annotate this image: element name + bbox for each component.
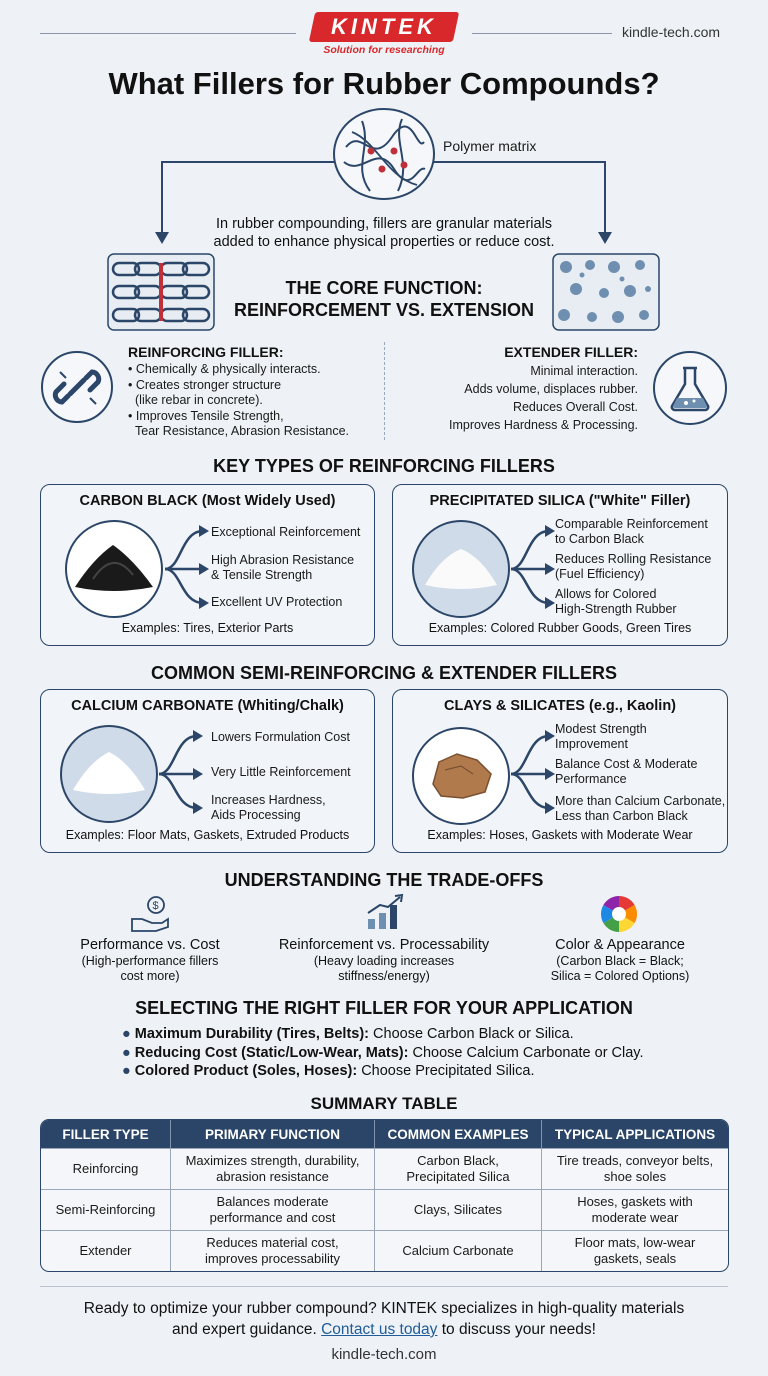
silica-powder-icon bbox=[411, 519, 511, 619]
extender-b2: Adds volume, displaces rubber. bbox=[464, 382, 638, 396]
page-title: What Fillers for Rubber Compounds? bbox=[108, 66, 660, 101]
silica-b1: Comparable Reinforcement bbox=[555, 517, 708, 531]
extender-b3: Reduces Overall Cost. bbox=[512, 400, 638, 414]
clays-b3b: Less than Carbon Black bbox=[555, 809, 688, 823]
select-item-1: ● Maximum Durability (Tires, Belts): Choose Carbon Black or Silica. bbox=[122, 1026, 574, 1042]
col-header: FILLER TYPE bbox=[41, 1120, 171, 1148]
key-types-heading: KEY TYPES OF REINFORCING FILLERS bbox=[213, 456, 555, 476]
reinforcing-b2: • Creates stronger structure bbox=[128, 377, 282, 392]
table-row: Extender Reduces material cost, improves processability Calcium Carbonate Floor mats, low-wear gaskets, seals bbox=[41, 1230, 728, 1271]
clays-card bbox=[392, 689, 728, 853]
clays-b3: More than Calcium Carbonate, bbox=[555, 794, 726, 808]
silica-arrows bbox=[507, 519, 557, 619]
clay-rock-icon bbox=[411, 726, 511, 826]
calcium-carbonate-card bbox=[40, 689, 375, 853]
silica-title: PRECIPITATED SILICA ("White" Filler) bbox=[429, 493, 691, 509]
summary-table bbox=[40, 1119, 729, 1272]
col-header: COMMON EXAMPLES bbox=[375, 1120, 542, 1148]
clays-arrows bbox=[507, 724, 557, 824]
bar-chart-icon bbox=[364, 893, 406, 933]
extender-b1: Minimal interaction. bbox=[530, 364, 638, 378]
select-heading: SELECTING THE RIGHT FILLER FOR YOUR APPLICATION bbox=[135, 998, 633, 1018]
clays-title: CLAYS & SILICATES (e.g., Kaolin) bbox=[443, 698, 677, 714]
kintek-logo: KINTEK bbox=[309, 12, 459, 42]
silica-b3: Allows for Colored bbox=[555, 587, 657, 601]
contact-link[interactable]: Contact us today bbox=[321, 1321, 438, 1338]
table-header-row bbox=[41, 1120, 728, 1148]
carbon-black-powder-icon bbox=[63, 519, 165, 619]
svg-text:$: $ bbox=[152, 900, 159, 912]
calcium-b1: Lowers Formulation Cost bbox=[211, 730, 350, 744]
divider bbox=[384, 342, 385, 440]
tradeoff-reinforcement-processability: Reinforcement vs. Processability (Heavy loading increases stiffness/energy) bbox=[278, 937, 490, 983]
clays-examples: Examples: Hoses, Gaskets with Moderate Wear bbox=[427, 828, 693, 842]
calcium-b2: Very Little Reinforcement bbox=[211, 765, 351, 779]
carbon-arrows bbox=[161, 519, 211, 619]
carbon-examples: Examples: Tires, Exterior Parts bbox=[121, 621, 294, 635]
extender-title: EXTENDER FILLER: bbox=[504, 344, 638, 360]
broken-link-icon bbox=[40, 350, 114, 424]
calcium-examples: Examples: Floor Mats, Gaskets, Extruded Products bbox=[65, 828, 350, 842]
color-wheel-icon bbox=[600, 895, 638, 933]
calcium-carbonate-powder-icon bbox=[59, 724, 159, 824]
money-hand-icon bbox=[130, 895, 172, 933]
carbon-b1: Exceptional Reinforcement bbox=[211, 525, 361, 539]
carbon-black-title: CARBON BLACK (Most Widely Used) bbox=[79, 493, 336, 509]
table-heading: SUMMARY TABLE bbox=[310, 1094, 458, 1113]
site-link-bottom[interactable]: kindle-tech.com bbox=[331, 1346, 437, 1363]
core-title-1: THE CORE FUNCTION: bbox=[285, 278, 483, 298]
clays-b2: Balance Cost & Moderate bbox=[555, 757, 698, 771]
footer-line-1: Ready to optimize your rubber compound? KINTEK specializes in high-quality materials bbox=[83, 1300, 685, 1317]
carbon-b3: Excellent UV Protection bbox=[211, 595, 343, 609]
silica-card bbox=[392, 484, 728, 646]
reinforcing-b3b: Tear Resistance, Abrasion Resistance. bbox=[135, 424, 349, 438]
table-row: Semi-Reinforcing Balances moderate performance and cost Clays, Silicates Hoses, gaskets with moderate wear bbox=[41, 1189, 728, 1230]
silica-b1b: to Carbon Black bbox=[555, 532, 644, 546]
flask-icon bbox=[652, 350, 728, 426]
intro-line-1: In rubber compounding, fillers are granular materials bbox=[215, 216, 553, 232]
carbon-black-card bbox=[40, 484, 375, 646]
core-title-2: REINFORCEMENT VS. EXTENSION bbox=[233, 300, 535, 320]
calcium-b3b: Aids Processing bbox=[211, 808, 301, 822]
silica-b2: Reduces Rolling Resistance bbox=[555, 552, 712, 566]
reinforcing-title: REINFORCING FILLER: bbox=[128, 344, 284, 360]
silica-b3b: High-Strength Rubber bbox=[555, 602, 677, 616]
select-item-2: ● Reducing Cost (Static/Low-Wear, Mats): Choose Calcium Carbonate or Clay. bbox=[122, 1044, 644, 1061]
select-item-3: ● Colored Product (Soles, Hoses): Choose Precipitated Silica. bbox=[122, 1063, 535, 1079]
carbon-b2: High Abrasion Resistance bbox=[211, 553, 355, 567]
polymer-matrix-label: Polymer matrix bbox=[443, 138, 537, 154]
tradeoff-color-appearance: Color & Appearance (Carbon Black = Black; Silica = Colored Options) bbox=[550, 937, 690, 983]
table-row: Reinforcing Maximizes strength, durability, abrasion resistance Carbon Black, Precipitated Silica Tire treads, conveyor belts, shoe soles bbox=[41, 1148, 728, 1189]
reinforcing-b1: • Chemically & physically interacts. bbox=[128, 362, 321, 376]
tradeoffs-heading: UNDERSTANDING THE TRADE-OFFS bbox=[224, 870, 544, 890]
polymer-matrix-icon bbox=[332, 107, 436, 201]
calcium-arrows bbox=[155, 724, 205, 824]
tagline: Solution for researching bbox=[323, 44, 445, 56]
extender-b4: Improves Hardness & Processing. bbox=[449, 418, 638, 432]
intro-line-2: added to enhance physical properties or reduce cost. bbox=[213, 234, 555, 250]
clays-b1: Modest Strength bbox=[555, 722, 647, 736]
semi-heading: COMMON SEMI-REINFORCING & EXTENDER FILLERS bbox=[150, 663, 617, 683]
footer-line-2: and expert guidance. Contact us today to discuss your needs! bbox=[172, 1321, 596, 1338]
site-link-top[interactable]: kindle-tech.com bbox=[622, 24, 721, 40]
calcium-title: CALCIUM CARBONATE (Whiting/Chalk) bbox=[71, 698, 344, 714]
reinforcing-b2b: (like rebar in concrete). bbox=[135, 393, 263, 407]
reinforcing-b3: • Improves Tensile Strength, bbox=[128, 408, 284, 423]
carbon-b2b: & Tensile Strength bbox=[211, 568, 313, 582]
silica-b2b: (Fuel Efficiency) bbox=[555, 567, 645, 581]
col-header: TYPICAL APPLICATIONS bbox=[542, 1120, 728, 1148]
clays-b2b: Performance bbox=[555, 772, 627, 786]
calcium-b3: Increases Hardness, bbox=[211, 793, 326, 807]
tradeoff-performance-cost: Performance vs. Cost (High-performance fillers cost more) bbox=[80, 937, 220, 983]
col-header: PRIMARY FUNCTION bbox=[171, 1120, 375, 1148]
silica-examples: Examples: Colored Rubber Goods, Green Tires bbox=[428, 621, 692, 635]
clays-b1b: Improvement bbox=[555, 737, 628, 751]
